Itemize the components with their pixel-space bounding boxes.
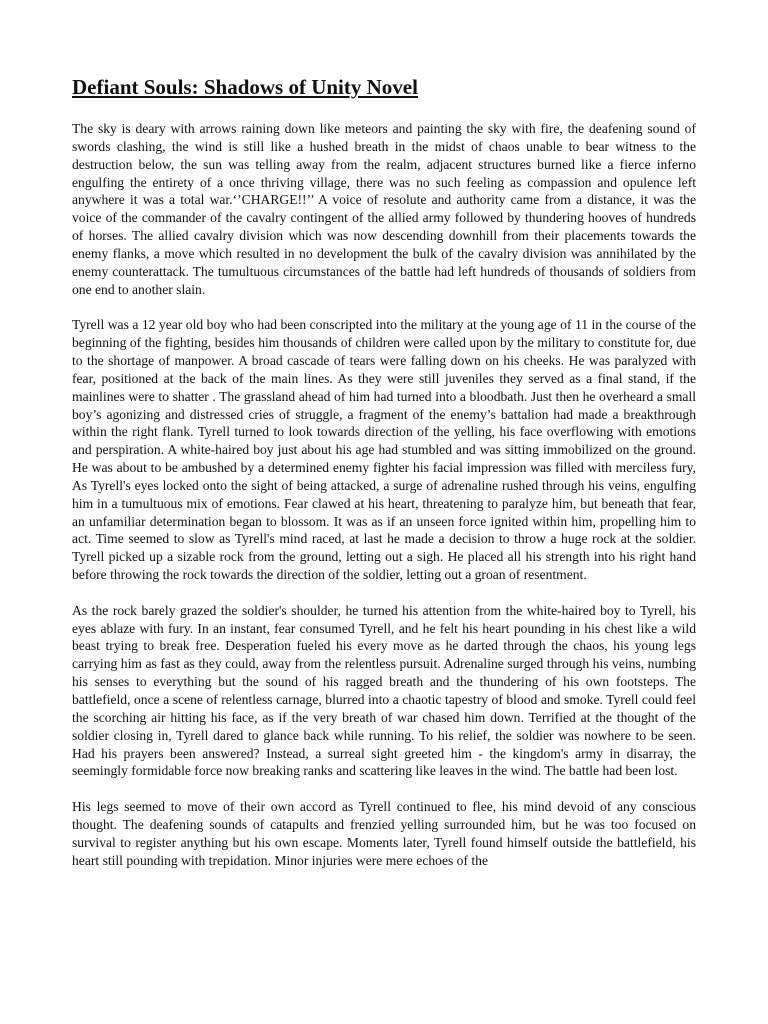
document-page [72,74,696,887]
paragraph-2: Tyrell was a 12 year old boy who had been conscripted into the military at the young age of 11 in the course of the beginning of the fighting, besides him thousands of children were called upon by the military to constitute for, due to the shortage of manpower. A broad cascade of tears were falling down on his cheeks. He was paralyzed with fear, positioned at the back of the main lines. As they were still juveniles they served as a final stand, if the mainlines were to shatter . The grassland ahead of him had turned into a bloodbath. Just then he overheard a small boy’s agonizing and distressed cries of struggle, a fragment of the enemy’s battalion had made a breakthrough within the right flank. Tyrell turned to look towards direction of the yelling, his face overflowing with emotions and perspiration. A white-haired boy just about his age had stumbled and was sitting immobilized on the ground. He was about to be ambushed by a determined enemy fighter his facial impression was filled with merciless fury, As Tyrell's eyes locked onto the sight of being attacked, a surge of adrenaline rushed through his veins, engulfing him in a tumultuous mix of emotions. Fear clawed at his heart, threatening to paralyze him, but beneath that fear, an unfamiliar determination began to blossom. It was as if an unseen force ignited within him, propelling him to act. Time seemed to slow as Tyrell's mind raced, at last he made a decision to throw a huge rock at the soldier. Tyrell picked up a sizable rock from the ground, letting out a sigh. He placed all his strength into his right hand before throwing the rock towards the direction of the soldier, letting out a groan of resentment. [72,317,696,583]
paragraph-4: His legs seemed to move of their own accord as Tyrell continued to flee, his mind devoid of any conscious thought. The deafening sounds of catapults and frenzied yelling surrounded him, but he was too focused on survival to register anything but his own escape. Moments later, Tyrell found himself outside the battlefield, his heart still pounding with trepidation. Minor injuries were mere echoes of the [72,799,696,868]
paragraph-1: The sky is deary with arrows raining down like meteors and painting the sky with fire, the deafening sound of swords clashing, the wind is still like a hushed breath in the midst of chaos unable to bear witness to the destruction below, the sun was telling away from the realm, adjacent structures burned like a fierce inferno engulfing the entirety of a once thriving village, there was no such feeling as compassion and opulence left anywhere it was a total war.‘’CHARGE!!’’ A voice of resolute and authority came from a distance, it was the voice of the commander of the cavalry contingent of the allied army followed by thundering hooves of hundreds of horses. The allied cavalry division which was now descending downhill from their placements towards the enemy flanks, a move which resulted in no development the bulk of the cavalry division was annihilated by the enemy counterattack. The tumultuous circumstances of the battle had left hundreds of thousands of soldiers from one end to another slain. [72,121,696,297]
paragraph-3: As the rock barely grazed the soldier's shoulder, he turned his attention from the white-haired boy to Tyrell, his eyes ablaze with fury. In an instant, fear consumed Tyrell, and he felt his heart pounding in his chest like a wild beast trying to break free. Desperation fueled his every move as he darted through the chaos, his young legs carrying him as fast as they could, away from the relentless pursuit. Adrenaline surged through his veins, numbing his senses to everything but the sound of his ragged breath and the thundering of his own footsteps. The battlefield, once a scene of relentless carnage, blurred into a chaotic tapestry of blood and smoke. Tyrell could feel the scorching air hitting his face, as if the very breath of war chased him down. Terrified at the thought of the soldier closing in, Tyrell dared to glance back while running. To his relief, the soldier was nowhere to be seen. Had his prayers been answered? Instead, a surreal sight greeted him - the kingdom's army in disarray, the seemingly formidable force now breaking ranks and scattering like leaves in the wind. The battle had been lost. [72,602,696,779]
document-title: Defiant Souls: Shadows of Unity Novel [72,75,418,99]
